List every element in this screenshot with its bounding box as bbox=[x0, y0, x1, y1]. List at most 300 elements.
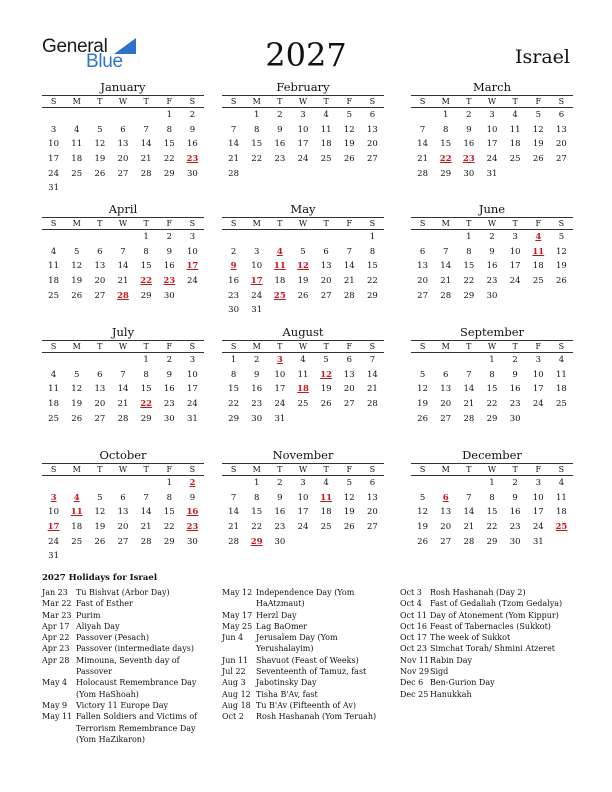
week-row bbox=[42, 166, 204, 181]
day-cell: 12 bbox=[94, 139, 106, 150]
day-cell: 12 bbox=[343, 492, 355, 503]
day-cell: 15 bbox=[140, 261, 152, 272]
day-cell: 31 bbox=[187, 413, 198, 424]
month-title: March bbox=[473, 80, 511, 94]
day-cell: 8 bbox=[166, 124, 172, 135]
holiday-date: Oct 4 bbox=[400, 599, 422, 609]
week-row bbox=[42, 353, 204, 368]
week-row bbox=[42, 288, 204, 303]
holiday-name: Purim bbox=[76, 610, 101, 620]
holiday-name: Feast of Tabernacles (Sukkot) bbox=[430, 621, 551, 631]
week-row bbox=[42, 245, 204, 260]
holiday-name: Hanukkah bbox=[430, 689, 472, 699]
holiday-date: Dec 25 bbox=[400, 689, 429, 699]
day-cell: 28 bbox=[463, 413, 475, 424]
week-row bbox=[411, 353, 573, 368]
day-cell: 4 bbox=[558, 355, 565, 366]
holiday-column-3 bbox=[400, 587, 575, 700]
holiday-day-cell: 2 bbox=[189, 478, 196, 489]
holiday-date: May 4 bbox=[42, 678, 68, 688]
day-cell: 10 bbox=[297, 124, 309, 135]
day-cell: 20 bbox=[440, 522, 452, 533]
month-title: August bbox=[282, 325, 324, 339]
week-row bbox=[42, 476, 204, 491]
day-cell: 15 bbox=[228, 384, 239, 395]
empty-cell bbox=[361, 534, 384, 549]
day-cell: 23 bbox=[486, 276, 498, 287]
weekday-header: S bbox=[222, 218, 245, 230]
month-title: January bbox=[100, 80, 146, 94]
day-cell: 29 bbox=[163, 168, 175, 179]
empty-cell bbox=[65, 181, 88, 196]
week-row bbox=[42, 382, 204, 397]
holiday-item bbox=[222, 655, 382, 666]
day-cell: 7 bbox=[120, 369, 126, 380]
day-cell: 1 bbox=[143, 355, 149, 366]
weekday-header: W bbox=[111, 341, 134, 353]
day-cell: 31 bbox=[251, 305, 263, 316]
day-cell: 12 bbox=[532, 124, 544, 135]
day-cell: 20 bbox=[94, 276, 106, 287]
month-title: June bbox=[478, 202, 506, 216]
day-cell: 21 bbox=[117, 399, 129, 410]
day-cell: 8 bbox=[230, 369, 237, 380]
day-cell: 26 bbox=[556, 276, 567, 287]
empty-cell bbox=[315, 230, 338, 245]
holiday-date: Jan 23 bbox=[42, 588, 68, 597]
day-cell: 3 bbox=[189, 232, 196, 243]
holiday-day-cell: 25 bbox=[273, 290, 286, 301]
holiday-day-cell: 11 bbox=[273, 261, 286, 272]
month-december bbox=[411, 447, 573, 549]
holiday-day-cell: 23 bbox=[186, 154, 199, 165]
day-cell: 16 bbox=[187, 139, 198, 150]
weekday-header: T bbox=[88, 218, 111, 230]
day-cell: 21 bbox=[463, 522, 475, 533]
month-april bbox=[42, 201, 204, 303]
day-cell: 12 bbox=[556, 246, 567, 257]
empty-cell bbox=[434, 353, 457, 368]
day-cell: 15 bbox=[140, 384, 152, 395]
day-cell: 8 bbox=[254, 124, 260, 135]
weekday-header: S bbox=[361, 341, 384, 353]
weekday-header: M bbox=[434, 218, 457, 230]
day-cell: 27 bbox=[320, 290, 332, 301]
day-cell: 10 bbox=[274, 369, 286, 380]
month-title: November bbox=[272, 448, 334, 462]
week-row bbox=[411, 382, 573, 397]
day-cell: 25 bbox=[320, 522, 332, 533]
day-cell: 2 bbox=[489, 232, 495, 243]
day-cell: 5 bbox=[535, 110, 541, 121]
day-cell: 28 bbox=[440, 290, 452, 301]
weekday-header: F bbox=[158, 341, 181, 353]
day-cell: 6 bbox=[97, 369, 103, 380]
day-cell: 30 bbox=[187, 168, 198, 179]
day-cell: 8 bbox=[166, 492, 172, 503]
holiday-date: Nov 29 bbox=[400, 667, 430, 677]
holiday-name: Rosh Hashanah (Yom Teruah) bbox=[256, 712, 377, 722]
day-cell: 10 bbox=[532, 369, 544, 380]
month-title: May bbox=[290, 202, 316, 216]
day-cell: 27 bbox=[440, 413, 452, 424]
day-cell: 14 bbox=[463, 507, 475, 518]
day-cell: 13 bbox=[440, 507, 452, 518]
weekday-header: T bbox=[504, 341, 527, 353]
month-table bbox=[411, 217, 573, 303]
day-cell: 30 bbox=[187, 536, 198, 547]
empty-cell bbox=[245, 166, 268, 181]
day-cell: 6 bbox=[558, 110, 565, 121]
day-cell: 2 bbox=[466, 110, 472, 121]
holiday-name: Ben-Gurion Day bbox=[430, 678, 495, 688]
weekday-header: W bbox=[291, 341, 314, 353]
day-cell: 24 bbox=[187, 399, 198, 410]
holiday-item bbox=[42, 598, 202, 609]
day-cell: 28 bbox=[417, 168, 428, 179]
day-cell: 12 bbox=[343, 124, 355, 135]
empty-cell bbox=[527, 411, 550, 426]
week-row bbox=[42, 505, 204, 520]
day-cell: 26 bbox=[343, 522, 355, 533]
day-cell: 4 bbox=[50, 246, 57, 257]
holiday-day-cell: 22 bbox=[439, 154, 452, 165]
empty-cell bbox=[315, 411, 338, 426]
weekday-header: W bbox=[111, 96, 134, 108]
day-cell: 25 bbox=[509, 154, 521, 165]
holiday-name: Passover (Pesach) bbox=[76, 633, 149, 643]
weekday-header: T bbox=[315, 218, 338, 230]
day-cell: 19 bbox=[343, 139, 355, 150]
empty-cell bbox=[338, 411, 361, 426]
day-cell: 2 bbox=[512, 355, 518, 366]
day-cell: 8 bbox=[143, 369, 149, 380]
week-row bbox=[411, 166, 573, 181]
day-cell: 9 bbox=[166, 369, 172, 380]
weekday-header: T bbox=[315, 341, 338, 353]
day-cell: 14 bbox=[117, 261, 129, 272]
month-table bbox=[222, 463, 384, 549]
empty-cell bbox=[434, 476, 457, 491]
empty-cell bbox=[222, 476, 245, 491]
week-row bbox=[411, 245, 573, 260]
day-cell: 10 bbox=[48, 139, 59, 150]
holiday-date: Oct 16 bbox=[400, 621, 427, 631]
empty-cell bbox=[315, 166, 338, 181]
day-cell: 5 bbox=[300, 246, 306, 257]
day-cell: 5 bbox=[74, 369, 80, 380]
holiday-name: Tisha B'Av, fast bbox=[256, 689, 318, 699]
empty-cell bbox=[504, 288, 527, 303]
empty-cell bbox=[291, 166, 314, 181]
day-cell: 24 bbox=[187, 276, 198, 287]
month-may bbox=[222, 201, 384, 318]
holiday-item bbox=[400, 655, 575, 666]
weekday-header: S bbox=[42, 96, 65, 108]
day-cell: 20 bbox=[320, 276, 332, 287]
day-cell: 31 bbox=[48, 183, 59, 194]
month-table bbox=[42, 95, 204, 196]
month-title: October bbox=[99, 448, 147, 462]
day-cell: 21 bbox=[463, 399, 475, 410]
day-cell: 19 bbox=[417, 399, 428, 410]
month-august bbox=[222, 324, 384, 426]
holiday-item bbox=[400, 666, 575, 677]
weekday-header: M bbox=[245, 464, 268, 476]
day-cell: 19 bbox=[297, 276, 309, 287]
holiday-date: Apr 17 bbox=[42, 621, 70, 631]
weekday-header: S bbox=[222, 464, 245, 476]
day-cell: 11 bbox=[320, 124, 332, 135]
day-cell: 11 bbox=[556, 492, 567, 503]
empty-cell bbox=[527, 288, 550, 303]
empty-cell bbox=[135, 476, 158, 491]
day-cell: 13 bbox=[440, 384, 452, 395]
empty-cell bbox=[88, 230, 111, 245]
day-cell: 22 bbox=[367, 276, 378, 287]
holiday-date: May 9 bbox=[42, 700, 68, 710]
week-row bbox=[42, 274, 204, 289]
empty-cell bbox=[158, 181, 181, 196]
week-row bbox=[411, 534, 573, 549]
day-cell: 28 bbox=[117, 413, 129, 424]
holiday-name: Seventeenth of Tamuz, fast bbox=[256, 667, 367, 677]
day-cell: 22 bbox=[228, 399, 239, 410]
holiday-item bbox=[400, 677, 575, 688]
day-cell: 19 bbox=[343, 507, 355, 518]
weekday-header: T bbox=[315, 96, 338, 108]
day-cell: 3 bbox=[300, 110, 306, 121]
day-cell: 11 bbox=[71, 139, 83, 150]
weekday-header: F bbox=[527, 96, 550, 108]
day-cell: 25 bbox=[297, 399, 309, 410]
holiday-item bbox=[222, 587, 382, 610]
empty-cell bbox=[361, 303, 384, 318]
holiday-name: Mimouna, Seventh day of Passover bbox=[76, 655, 180, 677]
day-cell: 13 bbox=[556, 124, 567, 135]
day-cell: 29 bbox=[486, 536, 498, 547]
day-cell: 14 bbox=[343, 261, 355, 272]
holiday-day-cell: 4 bbox=[535, 232, 542, 243]
day-cell: 8 bbox=[489, 492, 495, 503]
weekday-header: M bbox=[65, 218, 88, 230]
day-cell: 29 bbox=[486, 413, 498, 424]
empty-cell bbox=[291, 534, 314, 549]
day-cell: 2 bbox=[189, 110, 196, 121]
holiday-day-cell: 17 bbox=[186, 261, 199, 272]
empty-cell bbox=[158, 549, 181, 564]
empty-cell bbox=[181, 549, 204, 564]
day-cell: 6 bbox=[369, 110, 376, 121]
empty-cell bbox=[550, 166, 573, 181]
empty-cell bbox=[527, 166, 550, 181]
empty-cell bbox=[504, 166, 527, 181]
holiday-name: Fast of Esther bbox=[76, 599, 133, 609]
holiday-name: Jabotinsky Day bbox=[256, 678, 317, 688]
holiday-name: Tu B'Av (Fifteenth of Av) bbox=[256, 700, 356, 710]
day-cell: 24 bbox=[48, 168, 59, 179]
day-cell: 5 bbox=[74, 246, 80, 257]
weekday-header: T bbox=[88, 341, 111, 353]
day-cell: 14 bbox=[140, 507, 152, 518]
day-cell: 5 bbox=[419, 492, 426, 503]
empty-cell bbox=[222, 230, 245, 245]
holiday-day-cell: 22 bbox=[140, 276, 153, 287]
logo-text-general: General bbox=[42, 36, 108, 57]
holiday-date: Mar 22 bbox=[42, 599, 72, 609]
week-row bbox=[222, 166, 384, 181]
day-cell: 31 bbox=[486, 168, 498, 179]
weekday-header: S bbox=[411, 341, 434, 353]
holiday-name: Victory 11 Europe Day bbox=[76, 700, 169, 710]
day-cell: 27 bbox=[417, 290, 428, 301]
day-cell: 30 bbox=[228, 305, 239, 316]
day-cell: 19 bbox=[556, 261, 567, 272]
day-cell: 14 bbox=[440, 261, 452, 272]
empty-cell bbox=[315, 303, 338, 318]
day-cell: 4 bbox=[323, 110, 329, 121]
day-cell: 7 bbox=[443, 246, 449, 257]
holiday-name: Lag BaOmer bbox=[256, 621, 308, 631]
day-cell: 4 bbox=[558, 478, 565, 489]
day-cell: 18 bbox=[71, 154, 83, 165]
day-cell: 17 bbox=[187, 384, 198, 395]
holiday-name: Tu Bishvat (Arbor Day) bbox=[76, 588, 170, 597]
month-november bbox=[222, 447, 384, 549]
weekday-header: S bbox=[181, 464, 204, 476]
holiday-item bbox=[400, 610, 575, 621]
day-cell: 7 bbox=[143, 492, 149, 503]
holiday-day-cell: 22 bbox=[140, 399, 153, 410]
day-cell: 14 bbox=[140, 139, 152, 150]
day-cell: 19 bbox=[532, 139, 544, 150]
week-row bbox=[42, 368, 204, 383]
holiday-day-cell: 25 bbox=[555, 522, 568, 533]
holiday-day-cell: 11 bbox=[70, 507, 83, 518]
country-label: Israel bbox=[515, 46, 570, 68]
day-cell: 31 bbox=[48, 551, 59, 562]
day-cell: 20 bbox=[117, 522, 129, 533]
week-row bbox=[42, 152, 204, 167]
day-cell: 6 bbox=[369, 478, 376, 489]
day-cell: 6 bbox=[120, 124, 126, 135]
empty-cell bbox=[135, 549, 158, 564]
day-cell: 7 bbox=[466, 492, 472, 503]
day-cell: 20 bbox=[343, 384, 355, 395]
day-cell: 2 bbox=[277, 110, 283, 121]
day-cell: 14 bbox=[367, 369, 378, 380]
day-cell: 11 bbox=[48, 384, 59, 395]
day-cell: 22 bbox=[486, 522, 498, 533]
week-row bbox=[411, 259, 573, 274]
week-row bbox=[42, 181, 204, 196]
empty-cell bbox=[338, 303, 361, 318]
day-cell: 29 bbox=[463, 290, 475, 301]
day-cell: 9 bbox=[189, 124, 196, 135]
day-cell: 24 bbox=[251, 290, 263, 301]
day-cell: 13 bbox=[94, 384, 106, 395]
holiday-date: May 17 bbox=[222, 610, 253, 620]
day-cell: 8 bbox=[443, 124, 449, 135]
week-row bbox=[411, 520, 573, 535]
weekday-header: T bbox=[268, 341, 291, 353]
day-cell: 15 bbox=[251, 139, 263, 150]
empty-cell bbox=[338, 166, 361, 181]
month-table bbox=[411, 95, 573, 181]
weekday-header: W bbox=[291, 464, 314, 476]
weekday-header: S bbox=[181, 341, 204, 353]
day-cell: 7 bbox=[369, 355, 376, 366]
day-cell: 14 bbox=[228, 139, 239, 150]
day-cell: 13 bbox=[320, 261, 332, 272]
week-row bbox=[222, 397, 384, 412]
holiday-item bbox=[400, 632, 575, 643]
day-cell: 18 bbox=[556, 384, 567, 395]
day-cell: 24 bbox=[297, 154, 309, 165]
holiday-name: Passover (intermediate days) bbox=[76, 644, 194, 654]
empty-cell bbox=[42, 476, 65, 491]
day-cell: 18 bbox=[71, 522, 83, 533]
weekday-header: S bbox=[222, 96, 245, 108]
holiday-day-cell: 12 bbox=[297, 261, 309, 272]
weekday-header: T bbox=[504, 96, 527, 108]
weekday-header: W bbox=[111, 218, 134, 230]
holiday-name: Simchat Torah/ Shmini Atzeret bbox=[430, 644, 555, 654]
weekday-header: M bbox=[434, 341, 457, 353]
holiday-item bbox=[222, 632, 382, 655]
weekday-header: T bbox=[268, 218, 291, 230]
day-cell: 24 bbox=[532, 522, 544, 533]
day-cell: 8 bbox=[466, 246, 472, 257]
day-cell: 21 bbox=[140, 522, 152, 533]
month-table bbox=[411, 340, 573, 426]
holiday-date: Aug 18 bbox=[222, 700, 251, 710]
day-cell: 19 bbox=[94, 522, 106, 533]
day-cell: 21 bbox=[440, 276, 452, 287]
weekday-header: S bbox=[181, 218, 204, 230]
weekday-header: T bbox=[135, 218, 158, 230]
empty-cell bbox=[268, 303, 291, 318]
day-cell: 23 bbox=[509, 522, 521, 533]
weekday-header: S bbox=[361, 96, 384, 108]
day-cell: 1 bbox=[143, 232, 149, 243]
holiday-day-cell: 16 bbox=[186, 507, 199, 518]
empty-cell bbox=[111, 108, 134, 123]
week-row bbox=[411, 230, 573, 245]
day-cell: 19 bbox=[94, 154, 106, 165]
holiday-date: Oct 2 bbox=[222, 712, 244, 722]
week-row bbox=[42, 108, 204, 123]
day-cell: 20 bbox=[117, 154, 129, 165]
holiday-name: Aliyah Day bbox=[76, 621, 120, 631]
day-cell: 23 bbox=[509, 399, 521, 410]
day-cell: 30 bbox=[463, 168, 475, 179]
day-cell: 21 bbox=[140, 154, 152, 165]
week-row bbox=[42, 259, 204, 274]
holiday-day-cell: 4 bbox=[73, 492, 80, 503]
holiday-name: Shavuot (Feast of Weeks) bbox=[256, 655, 359, 665]
day-cell: 5 bbox=[558, 232, 565, 243]
day-cell: 2 bbox=[512, 478, 518, 489]
day-cell: 15 bbox=[163, 507, 175, 518]
weekday-header: S bbox=[550, 464, 573, 476]
day-cell: 31 bbox=[532, 536, 544, 547]
week-row bbox=[222, 476, 384, 491]
day-cell: 15 bbox=[463, 261, 475, 272]
day-cell: 30 bbox=[274, 536, 286, 547]
month-title: July bbox=[111, 325, 135, 339]
holiday-item bbox=[400, 598, 575, 609]
